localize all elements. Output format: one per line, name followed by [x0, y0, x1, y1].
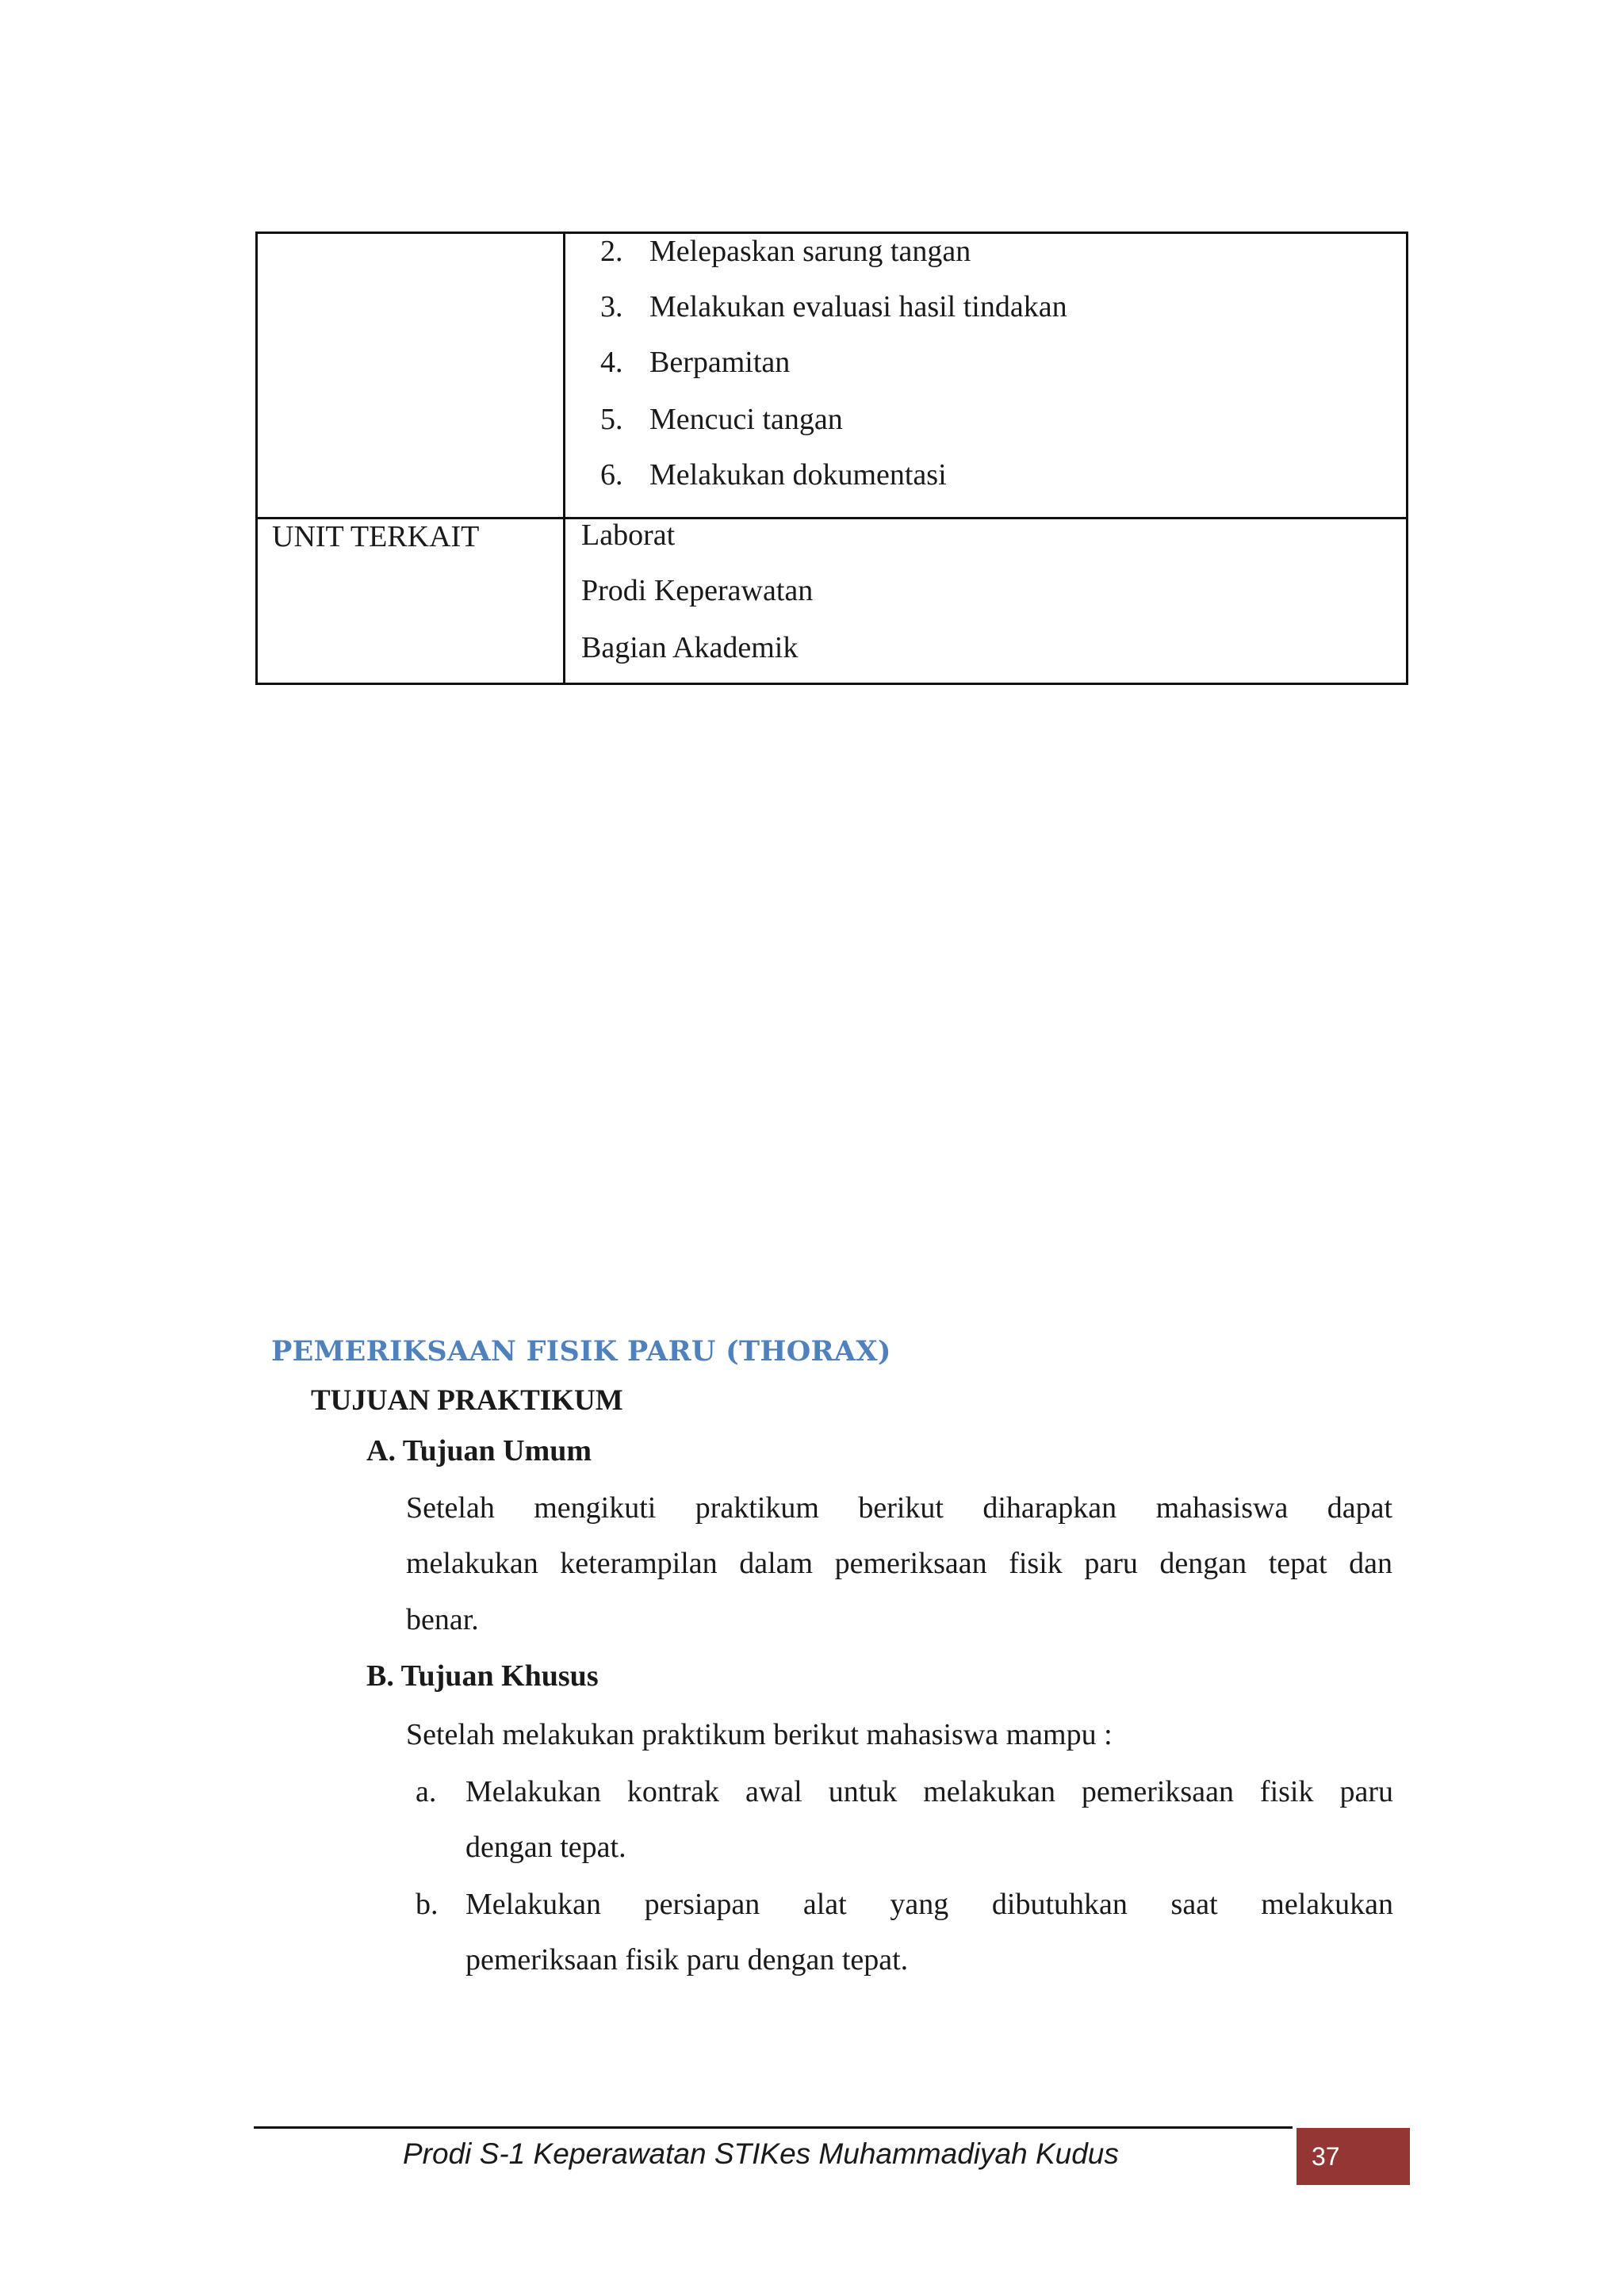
list-item: Prodi Keperawatan: [581, 574, 814, 607]
item-label: a.: [416, 1775, 437, 1808]
list-item: pemeriksaan fisik paru dengan tepat.: [465, 1943, 909, 1976]
list-item: Melakukan kontrak awal untuk melakukan pemeriksaan fisik paru: [465, 1775, 1393, 1808]
step-text: Melakukan dokumentasi: [649, 458, 947, 492]
footer-divider: [254, 2126, 1293, 2129]
list-item: Bagian Akademik: [581, 631, 799, 664]
list-item: [600, 402, 843, 437]
specific-intro: Setelah melakukan praktikum berikut mahasiswa mampu :: [406, 1718, 1113, 1751]
step-number: 6.: [600, 458, 623, 492]
step-number: 2.: [600, 235, 623, 268]
specific-objective-heading: B. Tujuan Khusus: [366, 1659, 599, 1693]
table-column-divider: [563, 234, 565, 683]
unit-label: UNIT TERKAIT: [272, 520, 480, 553]
list-item: Laborat: [581, 519, 676, 552]
general-objective-heading: A. Tujuan Umum: [366, 1434, 592, 1468]
paragraph-line: benar.: [406, 1603, 479, 1636]
step-number: 3.: [600, 290, 623, 323]
paragraph-line: Setelah mengikuti praktikum berikut diharapkan mahasiswa dapat: [406, 1491, 1392, 1525]
section-title: PEMERIKSAAN FISIK PARU (THORAX): [271, 1335, 891, 1368]
step-text: Melakukan evaluasi hasil tindakan: [649, 290, 1067, 323]
section-subtitle: TUJUAN PRAKTIKUM: [311, 1384, 623, 1417]
step-text: Berpamitan: [649, 346, 791, 379]
item-label: b.: [416, 1888, 439, 1921]
list-item: [600, 457, 947, 492]
step-text: Mencuci tangan: [649, 403, 843, 436]
list-item: dengan tepat.: [465, 1831, 626, 1864]
step-number: 5.: [600, 403, 623, 436]
list-item: Melakukan persiapan alat yang dibutuhkan saat melakukan: [465, 1888, 1393, 1921]
paragraph-line: melakukan keterampilan dalam pemeriksaan fisik paru dengan tepat dan: [406, 1547, 1392, 1580]
procedure-table: [255, 232, 1408, 685]
list-item: [600, 345, 790, 380]
list-item: [600, 289, 1067, 324]
step-number: 4.: [600, 346, 623, 379]
list-item: [600, 234, 971, 269]
step-text: Melepaskan sarung tangan: [649, 235, 971, 268]
page-number-badge: 37: [1293, 2128, 1410, 2185]
footer-text: Prodi S-1 Keperawatan STIKes Muhammadiyah Kudus: [403, 2137, 1119, 2170]
